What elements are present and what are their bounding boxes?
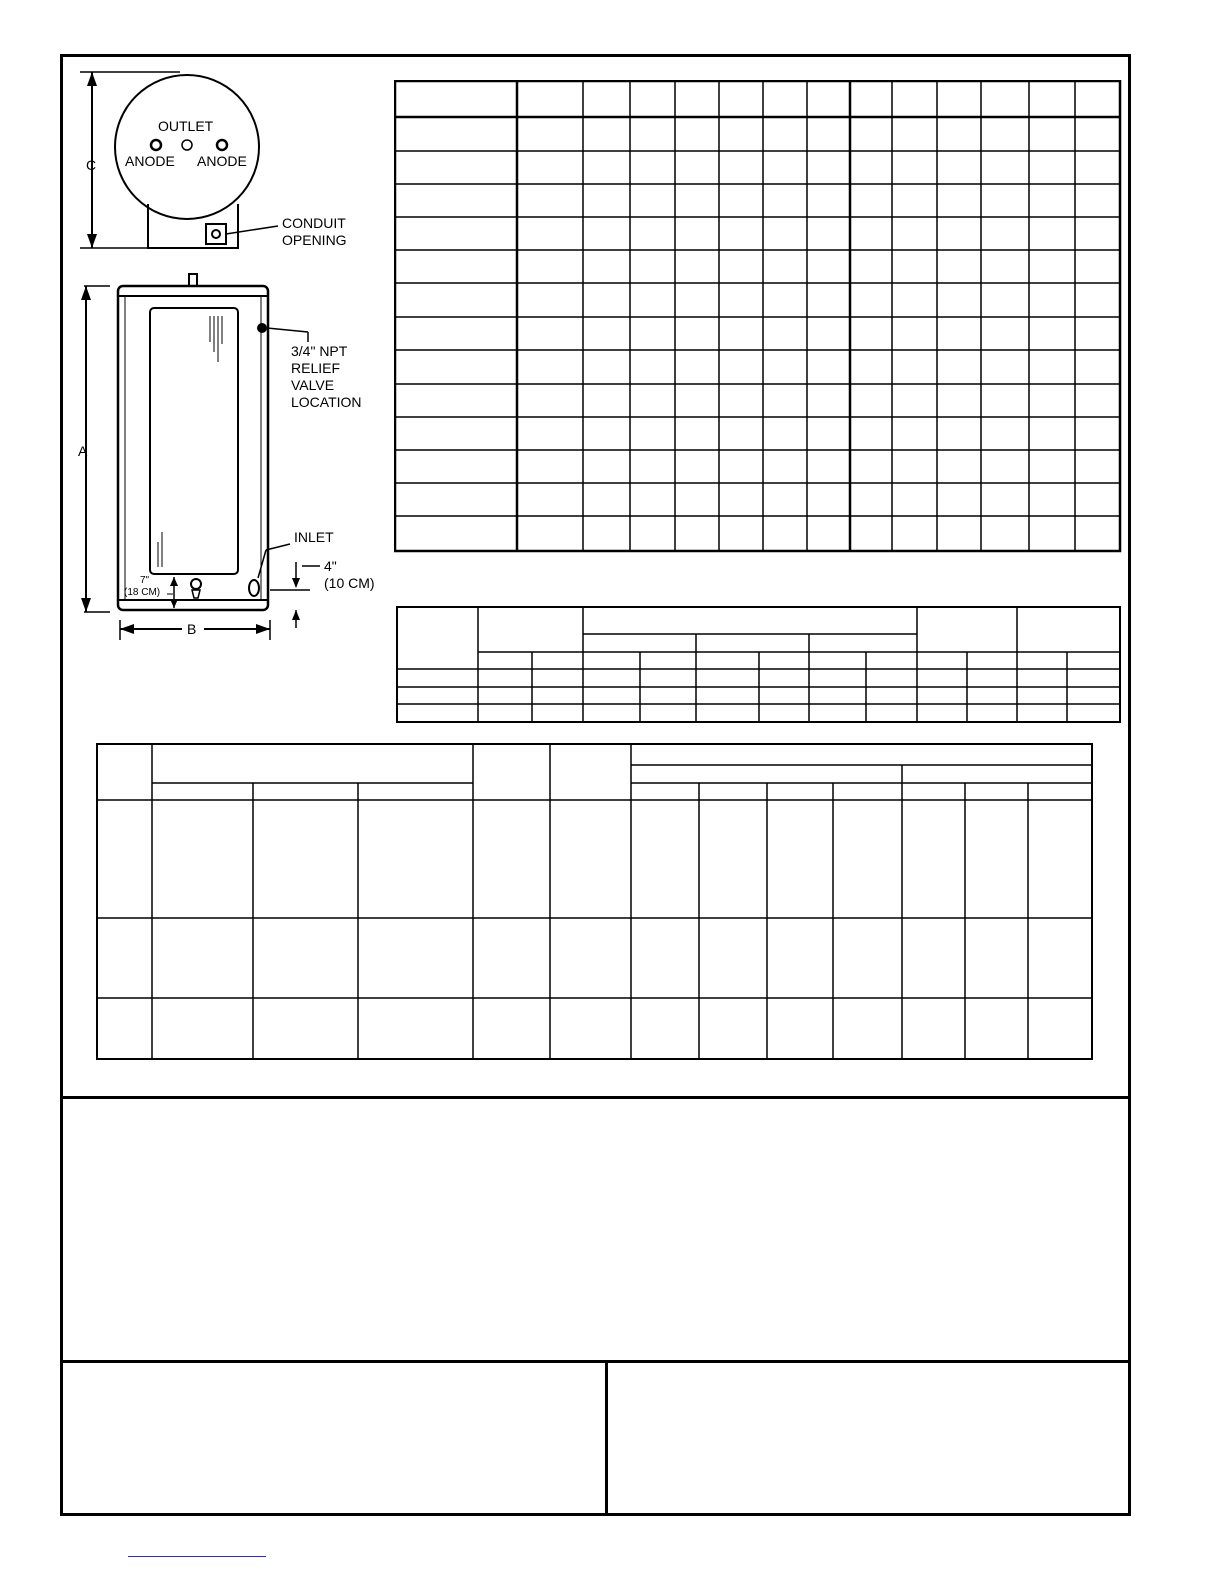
anode-right-label: ANODE (197, 153, 247, 169)
conduit-label-line2: OPENING (282, 232, 347, 248)
footer-link-underline[interactable] (128, 1556, 266, 1557)
dimension-c-label: C (86, 157, 97, 173)
anode-left-label: ANODE (125, 153, 175, 169)
section-divider-2 (60, 1360, 1131, 1363)
dimension-a-label: A (78, 443, 88, 459)
inlet-label: INLET (294, 529, 334, 545)
relief-label-line1: 3/4" NPT (291, 343, 348, 359)
dimensions-table (394, 80, 1122, 554)
seven-cm-label: (18 CM) (124, 587, 161, 598)
seven-inch-label: 7" (140, 575, 150, 586)
section-divider-1 (60, 1096, 1131, 1099)
footer-divider (605, 1360, 608, 1516)
relief-label-line4: LOCATION (291, 394, 362, 410)
electrical-table (96, 743, 1094, 1063)
four-inch-label: 4" (324, 558, 337, 574)
relief-label-line2: RELIEF (291, 360, 341, 376)
relief-label-line3: VALVE (291, 377, 335, 393)
conduit-label-line1: CONDUIT (282, 215, 346, 231)
dimension-b-label: B (187, 621, 197, 637)
four-cm-label: (10 CM) (324, 575, 375, 591)
outlet-label: OUTLET (158, 118, 214, 134)
recovery-table (396, 606, 1122, 724)
